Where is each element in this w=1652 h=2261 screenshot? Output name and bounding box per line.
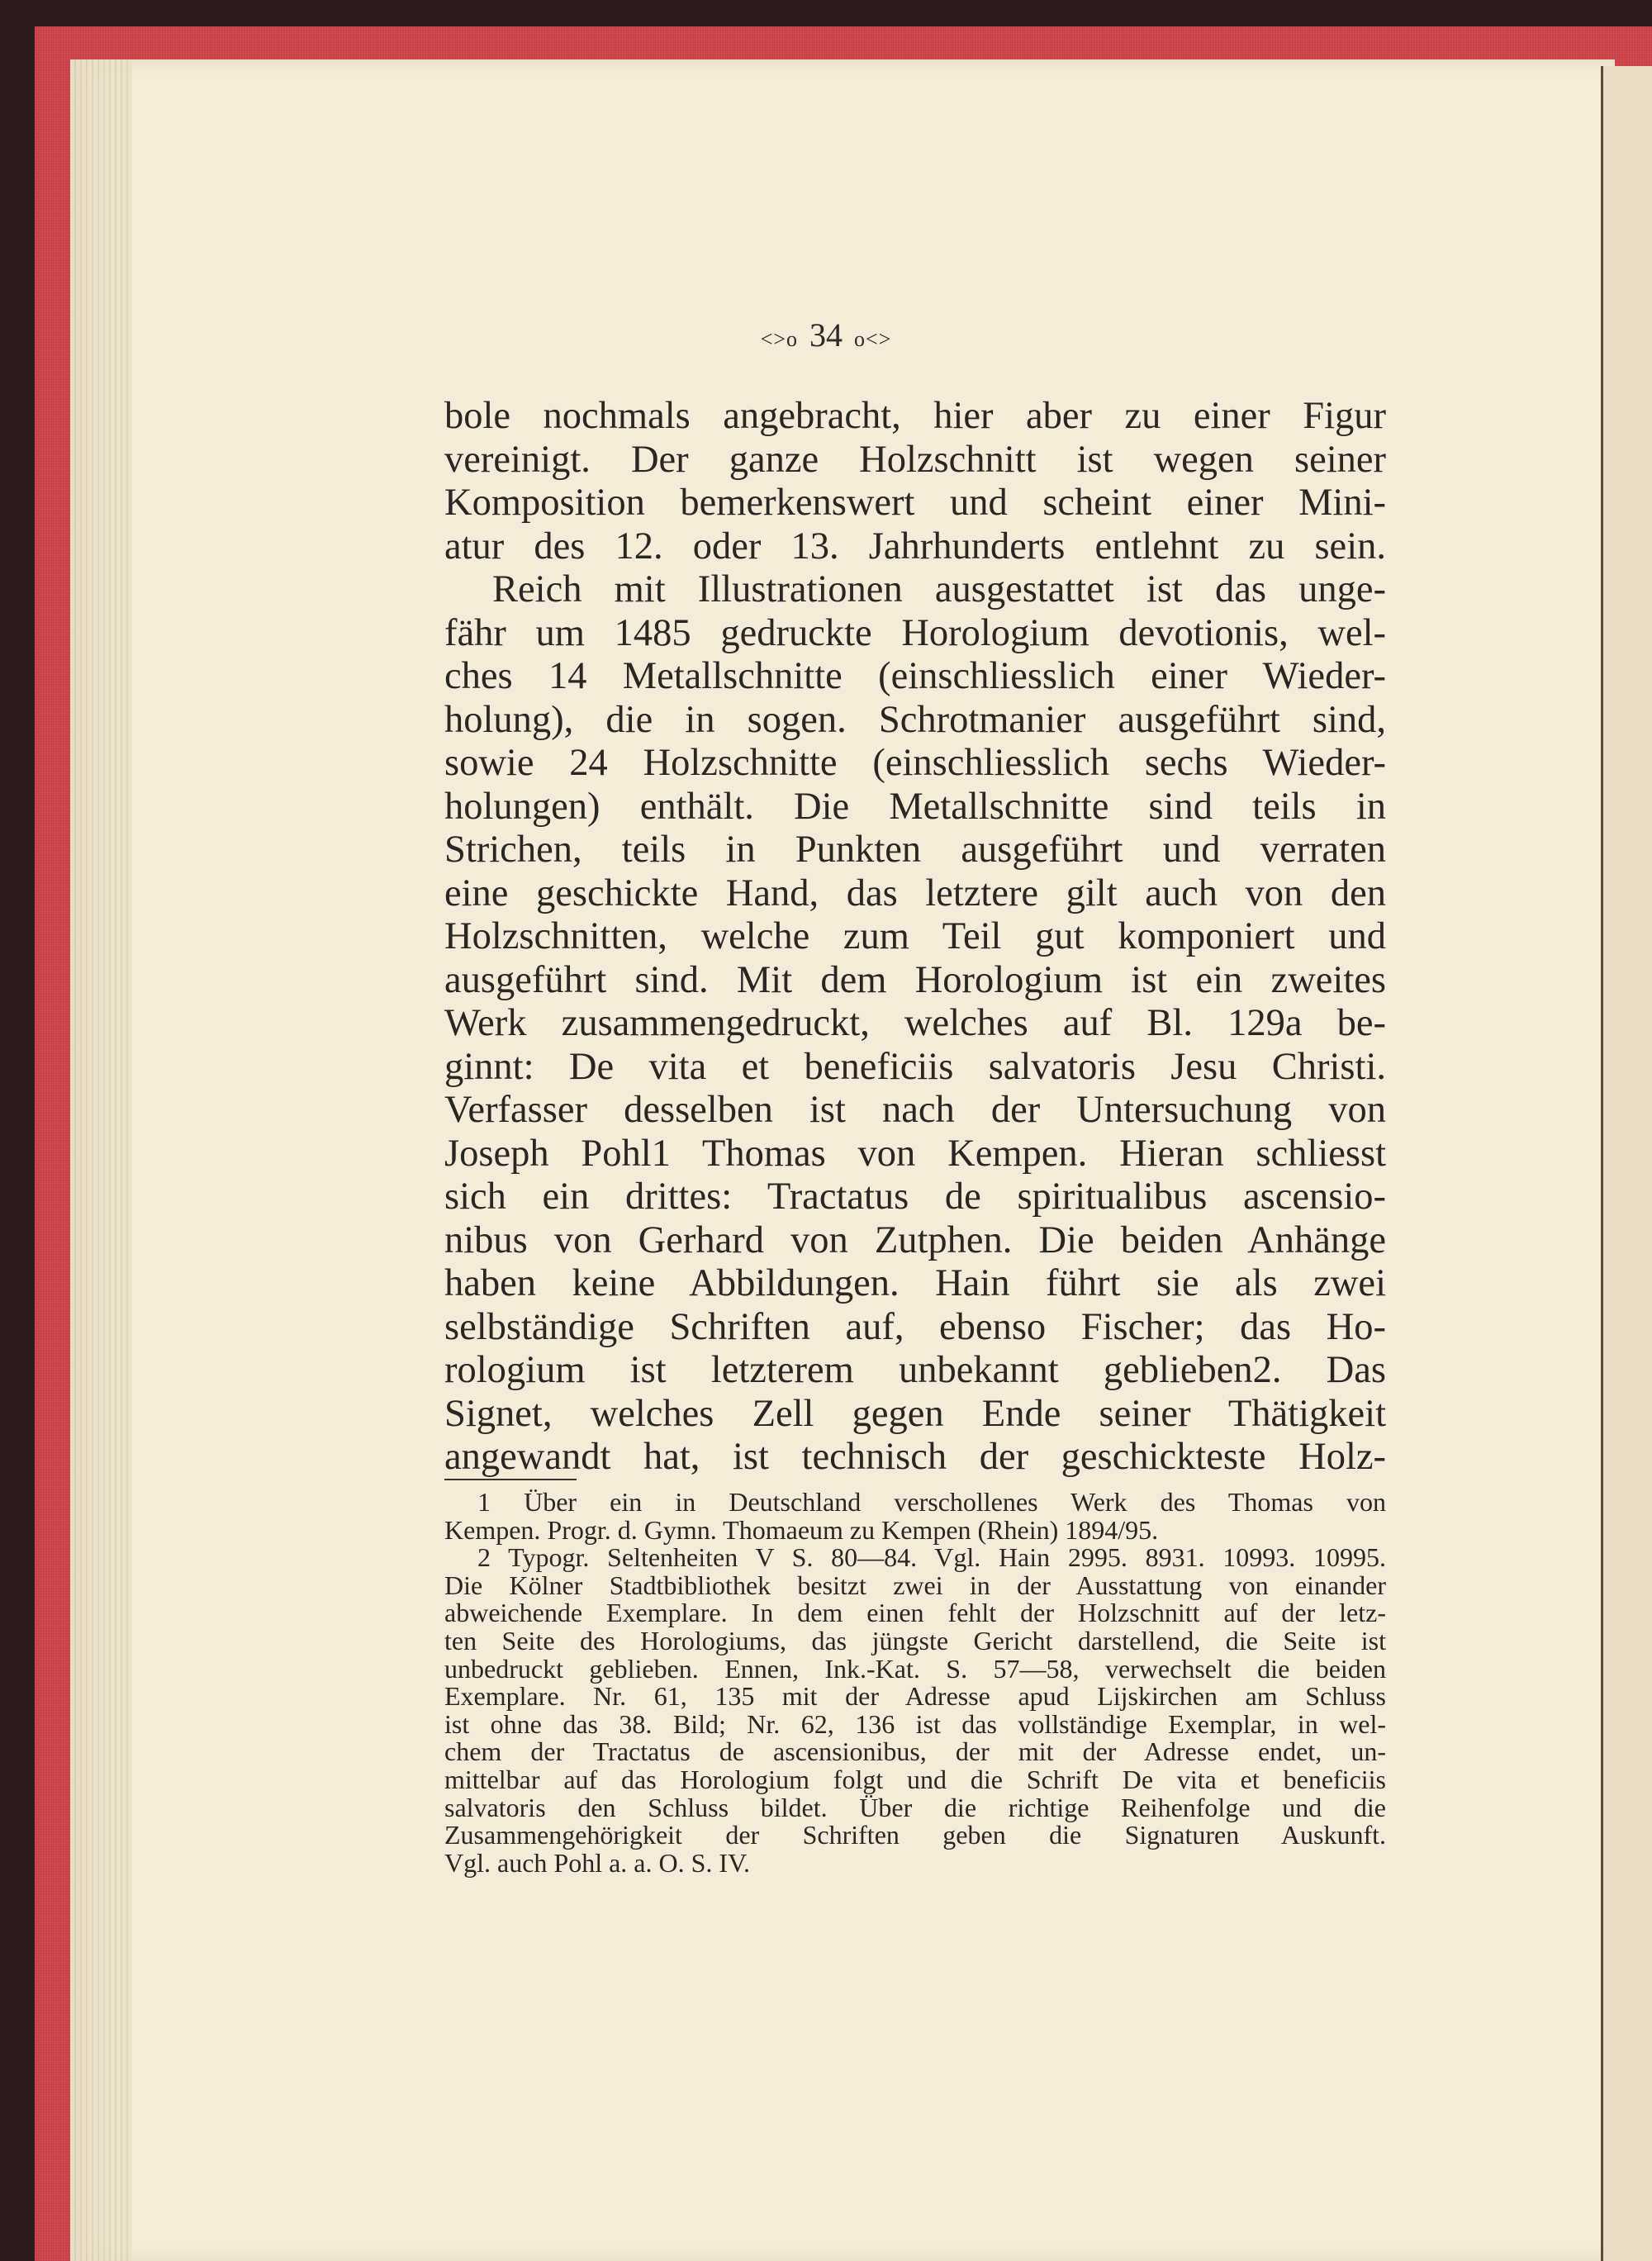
body-line: angewandt hat, ist technisch der geschickteste Holz- bbox=[444, 1436, 1386, 1478]
body-line: holung), die in sogen. Schrotmanier ausgeführt sind, bbox=[444, 698, 1386, 741]
page-header bbox=[0, 316, 1652, 354]
body-line: ausgeführt sind. Mit dem Horologium ist ein zweites bbox=[444, 958, 1386, 1001]
body-line: Reich mit Illustrationen ausgestattet ist das unge- bbox=[492, 568, 1386, 610]
body-line: Werk zusammengedruckt, welches auf Bl. 129a be- bbox=[444, 1002, 1386, 1044]
page-number: 34 bbox=[809, 316, 843, 354]
footnote-rule bbox=[444, 1479, 577, 1480]
footnote-line: Zusammengehörigkeit der Schriften geben die Signaturen Auskunft. bbox=[444, 1820, 1386, 1850]
body-line: Signet, welches Zell gegen Ende seiner Thätigkeit bbox=[444, 1392, 1386, 1435]
ornament-left: <>o bbox=[760, 327, 798, 351]
footnote-line: mittelbar auf das Horologium folgt und die Schrift De vita et beneficiis bbox=[444, 1764, 1386, 1794]
facing-page-edge bbox=[1601, 66, 1652, 2261]
footnote-line: Kempen. Progr. d. Gymn. Thomaeum zu Kempen (Rhein) 1894/95. bbox=[444, 1514, 1159, 1545]
footnote-line: Die Kölner Stadtbibliothek besitzt zwei in der Ausstattung von einander bbox=[444, 1570, 1386, 1600]
body-line: nibus von Gerhard von Zutphen. Die beiden Anhänge bbox=[444, 1218, 1386, 1261]
body-line: Strichen, teils in Punkten ausgeführt und verraten bbox=[444, 829, 1386, 871]
footnote-line: salvatoris den Schluss bildet. Über die richtige Reihenfolge und die bbox=[444, 1792, 1386, 1822]
body-line: fähr um 1485 gedruckte Horologium devotionis, wel- bbox=[444, 611, 1386, 654]
ornament-right: o<> bbox=[854, 327, 892, 351]
footnote-line: chem der Tractatus de ascensionibus, der mit der Adresse endet, un- bbox=[444, 1736, 1386, 1767]
body-line: Holzschnitten, welche zum Teil gut komponiert und bbox=[444, 915, 1386, 957]
footnotes bbox=[444, 1489, 1386, 1877]
body-line: ches 14 Metallschnitte (einschliesslich einer Wieder- bbox=[444, 655, 1386, 697]
page-edges bbox=[70, 59, 132, 2261]
body-line: Komposition bemerkenswert und scheint einer Mini- bbox=[444, 482, 1386, 524]
body-line: holungen) enthält. Die Metallschnitte sind teils in bbox=[444, 785, 1386, 828]
body-line: haben keine Abbildungen. Hain führt sie als zwei bbox=[444, 1262, 1386, 1304]
body-line: rologium ist letzterem unbekannt geblieben2. Das bbox=[444, 1349, 1386, 1391]
body-line: Verfasser desselben ist nach der Untersuchung von bbox=[444, 1089, 1386, 1131]
body-line: ginnt: De vita et beneficiis salvatoris Jesu Christi. bbox=[444, 1045, 1386, 1088]
footnote-line: Vgl. auch Pohl a. a. O. S. IV. bbox=[444, 1847, 751, 1878]
body-line: sich ein drittes: Tractatus de spiritualibus ascensio- bbox=[444, 1176, 1386, 1218]
footnote-line: abweichende Exemplare. In dem einen fehlt der Holzschnitt auf der letz- bbox=[444, 1598, 1386, 1628]
body-text bbox=[444, 395, 1386, 1480]
body-line: bole nochmals angebracht, hier aber zu einer Figur bbox=[444, 395, 1386, 437]
footnote-line: Exemplare. Nr. 61, 135 mit der Adresse apud Lijskirchen am Schluss bbox=[444, 1681, 1386, 1712]
footnote-line: ist ohne das 38. Bild; Nr. 62, 136 ist das vollständige Exemplar, in wel- bbox=[444, 1708, 1386, 1739]
body-line: eine geschickte Hand, das letztere gilt auch von den bbox=[444, 872, 1386, 914]
body-line: atur des 12. oder 13. Jahrhunderts entlehnt zu sein. bbox=[444, 525, 1386, 568]
body-line: selbständige Schriften auf, ebenso Fischer; das Ho- bbox=[444, 1305, 1386, 1348]
body-line: sowie 24 Holzschnitte (einschliesslich sechs Wieder- bbox=[444, 742, 1386, 784]
footnote-line: 2 Typogr. Seltenheiten V S. 80—84. Vgl. Hain 2995. 8931. 10993. 10995. bbox=[477, 1542, 1386, 1573]
footnote-line: 1 Über ein in Deutschland verschollenes Werk des Thomas von bbox=[477, 1487, 1386, 1517]
footnote-line: ten Seite des Horologiums, das jüngste Gericht darstellend, die Seite ist bbox=[444, 1625, 1386, 1655]
body-line: vereinigt. Der ganze Holzschnitt ist wegen seiner bbox=[444, 438, 1386, 481]
footnote-line: unbedruckt geblieben. Ennen, Ink.-Kat. S. 57—58, verwechselt die beiden bbox=[444, 1653, 1386, 1684]
body-line: Joseph Pohl1 Thomas von Kempen. Hieran schliesst bbox=[444, 1132, 1386, 1175]
